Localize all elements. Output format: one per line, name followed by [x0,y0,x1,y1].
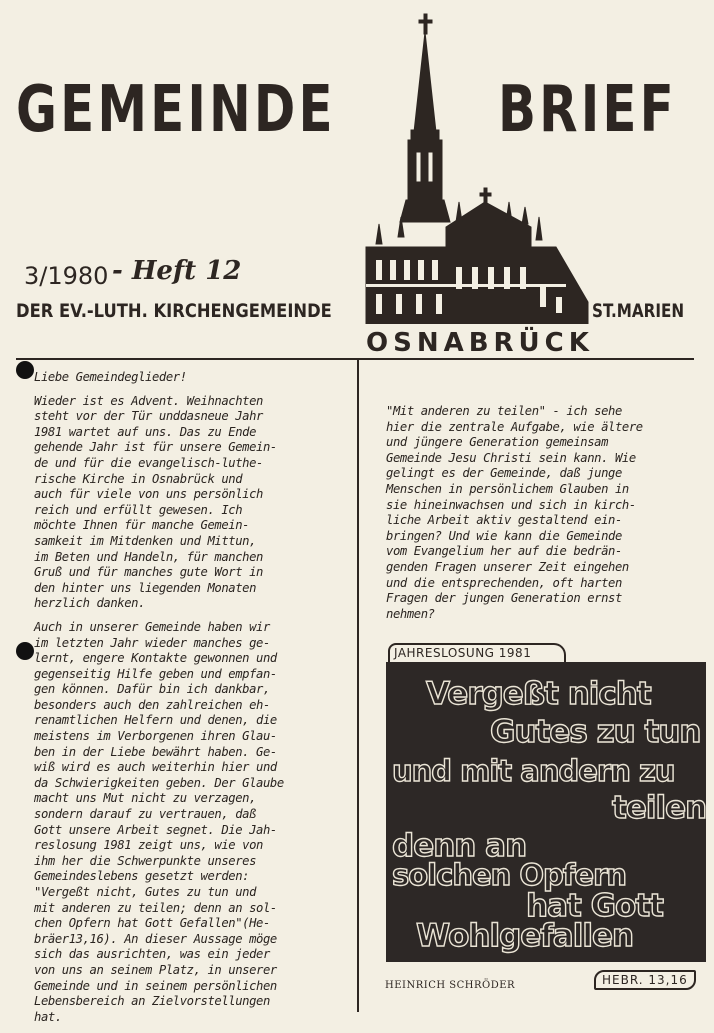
issue-number: 3/1980 [24,262,109,290]
losung-line-7: hat Gott [526,888,663,924]
letter-paragraph-2: Auch in unserer Gemeinde haben wir im letzten Jahr wieder manches ge- lernt, engere Kontakte gewonnen und gegenseitig Hilfe geben und empfan- gen können. Dafür bin ich dankbar, besonders auch den zahlreichen eh- renamtlichen Helfern und denen, die meistens im Verborgenen ihren Glau- ben in der Liebe bewährt haben. Ge- wiß wird es auch weiterhin hier und da Schwierigkeiten geben. Der Glaube macht uns Mut nicht zu verzagen, sondern darauf zu vertrauen, daß Gott unsere Arbeit segnet. Die Jah- reslosung 1981 zeigt uns, wie von ihm her die Schwerpunkte unseres Gemeindeslebens gesetzt werden: "Vergeßt nicht, Gutes zu tun und mit anderen zu teilen; denn an sol- chen Opfern hat Gott Gefallen"(He- bräer13,16). An dieser Aussage möge sich das ausrichten, was ein jeder von uns an seinem Platz, in unserer Gemeinde und in seinem persönlichen Lebensbereich an Zielvorstellungen hat. [34,619,284,1024]
signature: HEINRICH SCHRÖDER [385,980,516,991]
losung-line-4: teilen [612,790,707,826]
letter-salutation: Liebe Gemeindeglieder! [34,370,187,384]
column-divider [357,360,359,1012]
church-illustration [356,12,592,324]
masthead-left-word: GEMEINDE [16,73,336,147]
letter-paragraph-1: Wieder ist es Advent. Weihnachten steht vor der Tür unddasneue Jahr 1981 wartet auf uns. Das zu Ende gehende Jahr ist für unsere Gemein- de und für die evangelisch-luthe- rische Kirche in Osnabrück und auch für viele von uns persönlich reich und erfüllt gewesen. Ich möchte Ihnen für manche Gemein- samkeit im Mitdenken und Mittun, im Beten und Handeln, für manchen Gruß und für manches gute Wort in den hinter uns liegenden Monaten herzlich danken. [34,393,277,611]
losung-line-2: Gutes zu tun [490,714,701,750]
church-name: ST.MARIEN [592,300,685,322]
header-divider [16,358,694,360]
letter-left-column [34,370,352,1033]
losung-line-6: solchen Opfern [392,858,627,892]
punch-hole-top [16,361,34,379]
letter-paragraph-3: "Mit anderen zu teilen" - ich sehe hier die zentrale Aufgabe, wie ältere und jüngere Generation gemeinsam Gemeinde Jesu Christi sein kann. Wie gelingt es der Gemeinde, daß junge Menschen in persönlichem Glauben in sie hineinwachsen und sich in kirch- liche Arbeit aktiv gestaltend ein- bringen? Und wie kann die Gemeinde vom Evangelium her auf die bedrän- genden Fragen unserer Zeit eingehen und die entsprechenden, oft harten Fragen der jungen Generation ernst nehmen? [386,404,643,621]
losung-line-3: und mit andern zu [392,754,675,788]
losung-label: JAHRESLOSUNG 1981 [388,643,566,664]
masthead-right-word: BRIEF [498,73,677,147]
losung-line-8: Wohlgefallen [416,918,634,954]
parish-name: DER EV.-LUTH. KIRCHENGEMEINDE [16,300,332,322]
punch-hole-bottom [16,642,34,660]
bible-reference: HEBR. 13,16 [594,970,696,990]
city-name: OSNABRÜCK [366,328,594,358]
losung-box [386,662,706,962]
losung-line-5: denn an [392,828,527,864]
losung-line-1: Vergeßt nicht [426,676,651,712]
issue-handwritten: - Heft 12 [112,256,242,286]
letter-right-column [386,404,708,630]
